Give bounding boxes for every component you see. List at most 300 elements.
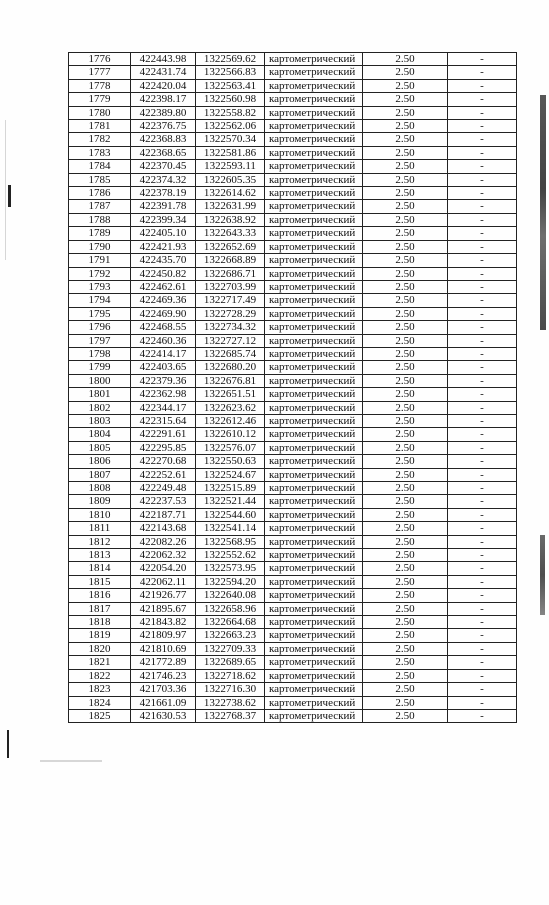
- x-coordinate-cell: 421661.09: [131, 696, 196, 709]
- accuracy-cell: 2.50: [363, 240, 448, 253]
- accuracy-cell: 2.50: [363, 696, 448, 709]
- point-number-cell: 1817: [69, 602, 131, 615]
- note-cell: -: [448, 294, 517, 307]
- note-cell: -: [448, 401, 517, 414]
- method-cell: картометрический: [265, 401, 363, 414]
- accuracy-cell: 2.50: [363, 683, 448, 696]
- method-cell: картометрический: [265, 414, 363, 427]
- y-coordinate-cell: 1322560.98: [196, 93, 265, 106]
- accuracy-cell: 2.50: [363, 522, 448, 535]
- note-cell: -: [448, 616, 517, 629]
- table-row: [69, 602, 517, 615]
- note-cell: -: [448, 213, 517, 226]
- y-coordinate-cell: 1322676.81: [196, 374, 265, 387]
- note-cell: -: [448, 414, 517, 427]
- x-coordinate-cell: 422389.80: [131, 106, 196, 119]
- table-row: [69, 294, 517, 307]
- accuracy-cell: 2.50: [363, 602, 448, 615]
- point-number-cell: 1790: [69, 240, 131, 253]
- point-number-cell: 1819: [69, 629, 131, 642]
- method-cell: картометрический: [265, 106, 363, 119]
- table-row: [69, 254, 517, 267]
- method-cell: картометрический: [265, 575, 363, 588]
- note-cell: -: [448, 106, 517, 119]
- x-coordinate-cell: 422370.45: [131, 160, 196, 173]
- table-row: [69, 709, 517, 722]
- point-number-cell: 1797: [69, 334, 131, 347]
- accuracy-cell: 2.50: [363, 388, 448, 401]
- x-coordinate-cell: 422344.17: [131, 401, 196, 414]
- table-row: [69, 334, 517, 347]
- accuracy-cell: 2.50: [363, 374, 448, 387]
- method-cell: картометрический: [265, 307, 363, 320]
- scan-artifact: [8, 185, 11, 207]
- method-cell: картометрический: [265, 562, 363, 575]
- x-coordinate-cell: 422062.32: [131, 549, 196, 562]
- x-coordinate-cell: 422469.36: [131, 294, 196, 307]
- note-cell: -: [448, 146, 517, 159]
- y-coordinate-cell: 1322727.12: [196, 334, 265, 347]
- accuracy-cell: 2.50: [363, 213, 448, 226]
- point-number-cell: 1810: [69, 508, 131, 521]
- note-cell: -: [448, 200, 517, 213]
- note-cell: -: [448, 361, 517, 374]
- method-cell: картометрический: [265, 455, 363, 468]
- accuracy-cell: 2.50: [363, 334, 448, 347]
- table-row: [69, 669, 517, 682]
- x-coordinate-cell: 422414.17: [131, 347, 196, 360]
- method-cell: картометрический: [265, 441, 363, 454]
- scan-artifact: [7, 730, 9, 758]
- note-cell: -: [448, 656, 517, 669]
- table-row: [69, 508, 517, 521]
- x-coordinate-cell: 421810.69: [131, 642, 196, 655]
- method-cell: картометрический: [265, 535, 363, 548]
- x-coordinate-cell: 421843.82: [131, 616, 196, 629]
- x-coordinate-cell: 421772.89: [131, 656, 196, 669]
- table-row: [69, 696, 517, 709]
- method-cell: картометрический: [265, 616, 363, 629]
- accuracy-cell: 2.50: [363, 656, 448, 669]
- x-coordinate-cell: 422368.65: [131, 146, 196, 159]
- method-cell: картометрический: [265, 146, 363, 159]
- method-cell: картометрический: [265, 120, 363, 133]
- y-coordinate-cell: 1322568.95: [196, 535, 265, 548]
- note-cell: -: [448, 388, 517, 401]
- point-number-cell: 1792: [69, 267, 131, 280]
- table-row: [69, 133, 517, 146]
- x-coordinate-cell: 422420.04: [131, 79, 196, 92]
- x-coordinate-cell: 422376.75: [131, 120, 196, 133]
- table-row: [69, 549, 517, 562]
- x-coordinate-cell: 422450.82: [131, 267, 196, 280]
- note-cell: -: [448, 227, 517, 240]
- table-row: [69, 374, 517, 387]
- accuracy-cell: 2.50: [363, 468, 448, 481]
- point-number-cell: 1802: [69, 401, 131, 414]
- point-number-cell: 1782: [69, 133, 131, 146]
- table-row: [69, 187, 517, 200]
- y-coordinate-cell: 1322566.83: [196, 66, 265, 79]
- note-cell: -: [448, 428, 517, 441]
- point-number-cell: 1818: [69, 616, 131, 629]
- method-cell: картометрический: [265, 683, 363, 696]
- y-coordinate-cell: 1322563.41: [196, 79, 265, 92]
- method-cell: картометрический: [265, 334, 363, 347]
- y-coordinate-cell: 1322768.37: [196, 709, 265, 722]
- method-cell: картометрический: [265, 187, 363, 200]
- y-coordinate-cell: 1322515.89: [196, 482, 265, 495]
- accuracy-cell: 2.50: [363, 616, 448, 629]
- note-cell: -: [448, 133, 517, 146]
- note-cell: -: [448, 455, 517, 468]
- point-number-cell: 1801: [69, 388, 131, 401]
- accuracy-cell: 2.50: [363, 321, 448, 334]
- accuracy-cell: 2.50: [363, 146, 448, 159]
- accuracy-cell: 2.50: [363, 629, 448, 642]
- point-number-cell: 1784: [69, 160, 131, 173]
- note-cell: -: [448, 589, 517, 602]
- coordinates-table-body: [69, 53, 517, 723]
- method-cell: картометрический: [265, 629, 363, 642]
- table-row: [69, 146, 517, 159]
- table-row: [69, 388, 517, 401]
- table-row: [69, 642, 517, 655]
- note-cell: -: [448, 93, 517, 106]
- y-coordinate-cell: 1322680.20: [196, 361, 265, 374]
- method-cell: картометрический: [265, 374, 363, 387]
- y-coordinate-cell: 1322738.62: [196, 696, 265, 709]
- table-row: [69, 173, 517, 186]
- point-number-cell: 1815: [69, 575, 131, 588]
- point-number-cell: 1786: [69, 187, 131, 200]
- y-coordinate-cell: 1322558.82: [196, 106, 265, 119]
- y-coordinate-cell: 1322573.95: [196, 562, 265, 575]
- note-cell: -: [448, 562, 517, 575]
- x-coordinate-cell: 422062.11: [131, 575, 196, 588]
- method-cell: картометрический: [265, 66, 363, 79]
- y-coordinate-cell: 1322623.62: [196, 401, 265, 414]
- note-cell: -: [448, 522, 517, 535]
- point-number-cell: 1806: [69, 455, 131, 468]
- method-cell: картометрический: [265, 602, 363, 615]
- y-coordinate-cell: 1322550.63: [196, 455, 265, 468]
- accuracy-cell: 2.50: [363, 482, 448, 495]
- y-coordinate-cell: 1322562.06: [196, 120, 265, 133]
- point-number-cell: 1778: [69, 79, 131, 92]
- method-cell: картометрический: [265, 642, 363, 655]
- x-coordinate-cell: 422431.74: [131, 66, 196, 79]
- method-cell: картометрический: [265, 280, 363, 293]
- accuracy-cell: 2.50: [363, 133, 448, 146]
- y-coordinate-cell: 1322610.12: [196, 428, 265, 441]
- accuracy-cell: 2.50: [363, 575, 448, 588]
- method-cell: картометрический: [265, 200, 363, 213]
- point-number-cell: 1777: [69, 66, 131, 79]
- x-coordinate-cell: 421895.67: [131, 602, 196, 615]
- accuracy-cell: 2.50: [363, 428, 448, 441]
- accuracy-cell: 2.50: [363, 562, 448, 575]
- x-coordinate-cell: 422468.55: [131, 321, 196, 334]
- table-row: [69, 93, 517, 106]
- point-number-cell: 1814: [69, 562, 131, 575]
- accuracy-cell: 2.50: [363, 254, 448, 267]
- table-row: [69, 280, 517, 293]
- y-coordinate-cell: 1322541.14: [196, 522, 265, 535]
- x-coordinate-cell: 422291.61: [131, 428, 196, 441]
- table-row: [69, 213, 517, 226]
- x-coordinate-cell: 422295.85: [131, 441, 196, 454]
- point-number-cell: 1776: [69, 53, 131, 66]
- y-coordinate-cell: 1322703.99: [196, 280, 265, 293]
- y-coordinate-cell: 1322658.96: [196, 602, 265, 615]
- note-cell: -: [448, 468, 517, 481]
- x-coordinate-cell: 422315.64: [131, 414, 196, 427]
- table-row: [69, 79, 517, 92]
- x-coordinate-cell: 422082.26: [131, 535, 196, 548]
- method-cell: картометрический: [265, 388, 363, 401]
- accuracy-cell: 2.50: [363, 280, 448, 293]
- accuracy-cell: 2.50: [363, 106, 448, 119]
- x-coordinate-cell: 421809.97: [131, 629, 196, 642]
- method-cell: картометрический: [265, 227, 363, 240]
- note-cell: -: [448, 696, 517, 709]
- y-coordinate-cell: 1322552.62: [196, 549, 265, 562]
- accuracy-cell: 2.50: [363, 173, 448, 186]
- point-number-cell: 1798: [69, 347, 131, 360]
- y-coordinate-cell: 1322612.46: [196, 414, 265, 427]
- point-number-cell: 1808: [69, 482, 131, 495]
- accuracy-cell: 2.50: [363, 307, 448, 320]
- x-coordinate-cell: 422462.61: [131, 280, 196, 293]
- accuracy-cell: 2.50: [363, 79, 448, 92]
- note-cell: -: [448, 347, 517, 360]
- x-coordinate-cell: 422270.68: [131, 455, 196, 468]
- x-coordinate-cell: 422249.48: [131, 482, 196, 495]
- x-coordinate-cell: 422469.90: [131, 307, 196, 320]
- method-cell: картометрический: [265, 213, 363, 226]
- accuracy-cell: 2.50: [363, 93, 448, 106]
- y-coordinate-cell: 1322734.32: [196, 321, 265, 334]
- table-row: [69, 53, 517, 66]
- table-row: [69, 616, 517, 629]
- note-cell: -: [448, 79, 517, 92]
- accuracy-cell: 2.50: [363, 535, 448, 548]
- x-coordinate-cell: 422054.20: [131, 562, 196, 575]
- note-cell: -: [448, 53, 517, 66]
- x-coordinate-cell: 422460.36: [131, 334, 196, 347]
- table-row: [69, 106, 517, 119]
- note-cell: -: [448, 629, 517, 642]
- y-coordinate-cell: 1322614.62: [196, 187, 265, 200]
- accuracy-cell: 2.50: [363, 347, 448, 360]
- y-coordinate-cell: 1322631.99: [196, 200, 265, 213]
- note-cell: -: [448, 120, 517, 133]
- y-coordinate-cell: 1322524.67: [196, 468, 265, 481]
- scan-artifact: [540, 535, 545, 615]
- method-cell: картометрический: [265, 495, 363, 508]
- note-cell: -: [448, 495, 517, 508]
- note-cell: -: [448, 187, 517, 200]
- note-cell: -: [448, 240, 517, 253]
- table-row: [69, 307, 517, 320]
- method-cell: картометрический: [265, 468, 363, 481]
- table-row: [69, 495, 517, 508]
- x-coordinate-cell: 421926.77: [131, 589, 196, 602]
- method-cell: картометрический: [265, 522, 363, 535]
- table-row: [69, 347, 517, 360]
- accuracy-cell: 2.50: [363, 53, 448, 66]
- method-cell: картометрический: [265, 656, 363, 669]
- table-row: [69, 589, 517, 602]
- x-coordinate-cell: 422399.34: [131, 213, 196, 226]
- accuracy-cell: 2.50: [363, 401, 448, 414]
- method-cell: картометрический: [265, 160, 363, 173]
- note-cell: -: [448, 508, 517, 521]
- point-number-cell: 1822: [69, 669, 131, 682]
- point-number-cell: 1793: [69, 280, 131, 293]
- method-cell: картометрический: [265, 361, 363, 374]
- y-coordinate-cell: 1322593.11: [196, 160, 265, 173]
- y-coordinate-cell: 1322686.71: [196, 267, 265, 280]
- x-coordinate-cell: 422362.98: [131, 388, 196, 401]
- point-number-cell: 1805: [69, 441, 131, 454]
- table-row: [69, 562, 517, 575]
- accuracy-cell: 2.50: [363, 709, 448, 722]
- y-coordinate-cell: 1322544.60: [196, 508, 265, 521]
- x-coordinate-cell: 422391.78: [131, 200, 196, 213]
- table-row: [69, 227, 517, 240]
- point-number-cell: 1800: [69, 374, 131, 387]
- table-row: [69, 401, 517, 414]
- y-coordinate-cell: 1322569.62: [196, 53, 265, 66]
- y-coordinate-cell: 1322521.44: [196, 495, 265, 508]
- note-cell: -: [448, 575, 517, 588]
- table-row: [69, 575, 517, 588]
- accuracy-cell: 2.50: [363, 549, 448, 562]
- accuracy-cell: 2.50: [363, 642, 448, 655]
- note-cell: -: [448, 334, 517, 347]
- method-cell: картометрический: [265, 240, 363, 253]
- method-cell: картометрический: [265, 133, 363, 146]
- note-cell: -: [448, 709, 517, 722]
- point-number-cell: 1821: [69, 656, 131, 669]
- accuracy-cell: 2.50: [363, 441, 448, 454]
- method-cell: картометрический: [265, 549, 363, 562]
- point-number-cell: 1795: [69, 307, 131, 320]
- x-coordinate-cell: 421630.53: [131, 709, 196, 722]
- point-number-cell: 1811: [69, 522, 131, 535]
- x-coordinate-cell: 422421.93: [131, 240, 196, 253]
- point-number-cell: 1791: [69, 254, 131, 267]
- y-coordinate-cell: 1322581.86: [196, 146, 265, 159]
- y-coordinate-cell: 1322643.33: [196, 227, 265, 240]
- accuracy-cell: 2.50: [363, 200, 448, 213]
- y-coordinate-cell: 1322576.07: [196, 441, 265, 454]
- point-number-cell: 1809: [69, 495, 131, 508]
- y-coordinate-cell: 1322640.08: [196, 589, 265, 602]
- accuracy-cell: 2.50: [363, 589, 448, 602]
- accuracy-cell: 2.50: [363, 455, 448, 468]
- point-number-cell: 1824: [69, 696, 131, 709]
- accuracy-cell: 2.50: [363, 414, 448, 427]
- note-cell: -: [448, 441, 517, 454]
- accuracy-cell: 2.50: [363, 187, 448, 200]
- table-row: [69, 482, 517, 495]
- note-cell: -: [448, 307, 517, 320]
- y-coordinate-cell: 1322651.51: [196, 388, 265, 401]
- table-row: [69, 120, 517, 133]
- note-cell: -: [448, 160, 517, 173]
- scan-artifact: [40, 760, 102, 762]
- x-coordinate-cell: 422443.98: [131, 53, 196, 66]
- accuracy-cell: 2.50: [363, 120, 448, 133]
- point-number-cell: 1788: [69, 213, 131, 226]
- point-number-cell: 1787: [69, 200, 131, 213]
- table-row: [69, 428, 517, 441]
- y-coordinate-cell: 1322718.62: [196, 669, 265, 682]
- table-row: [69, 267, 517, 280]
- point-number-cell: 1820: [69, 642, 131, 655]
- x-coordinate-cell: 422252.61: [131, 468, 196, 481]
- y-coordinate-cell: 1322668.89: [196, 254, 265, 267]
- table-row: [69, 361, 517, 374]
- method-cell: картометрический: [265, 173, 363, 186]
- table-row: [69, 441, 517, 454]
- point-number-cell: 1796: [69, 321, 131, 334]
- point-number-cell: 1785: [69, 173, 131, 186]
- x-coordinate-cell: 421746.23: [131, 669, 196, 682]
- note-cell: -: [448, 669, 517, 682]
- point-number-cell: 1825: [69, 709, 131, 722]
- x-coordinate-cell: 422143.68: [131, 522, 196, 535]
- point-number-cell: 1780: [69, 106, 131, 119]
- y-coordinate-cell: 1322728.29: [196, 307, 265, 320]
- method-cell: картометрический: [265, 267, 363, 280]
- method-cell: картометрический: [265, 347, 363, 360]
- table-row: [69, 240, 517, 253]
- accuracy-cell: 2.50: [363, 66, 448, 79]
- note-cell: -: [448, 267, 517, 280]
- accuracy-cell: 2.50: [363, 294, 448, 307]
- note-cell: -: [448, 535, 517, 548]
- note-cell: -: [448, 321, 517, 334]
- y-coordinate-cell: 1322652.69: [196, 240, 265, 253]
- x-coordinate-cell: 422405.10: [131, 227, 196, 240]
- x-coordinate-cell: 421703.36: [131, 683, 196, 696]
- point-number-cell: 1781: [69, 120, 131, 133]
- point-number-cell: 1794: [69, 294, 131, 307]
- y-coordinate-cell: 1322663.23: [196, 629, 265, 642]
- y-coordinate-cell: 1322709.33: [196, 642, 265, 655]
- x-coordinate-cell: 422187.71: [131, 508, 196, 521]
- x-coordinate-cell: 422368.83: [131, 133, 196, 146]
- y-coordinate-cell: 1322605.35: [196, 173, 265, 186]
- method-cell: картометрический: [265, 508, 363, 521]
- table-row: [69, 683, 517, 696]
- table-row: [69, 468, 517, 481]
- table-row: [69, 414, 517, 427]
- accuracy-cell: 2.50: [363, 508, 448, 521]
- x-coordinate-cell: 422374.32: [131, 173, 196, 186]
- point-number-cell: 1783: [69, 146, 131, 159]
- method-cell: картометрический: [265, 294, 363, 307]
- accuracy-cell: 2.50: [363, 227, 448, 240]
- table-row: [69, 66, 517, 79]
- note-cell: -: [448, 549, 517, 562]
- method-cell: картометрический: [265, 79, 363, 92]
- y-coordinate-cell: 1322685.74: [196, 347, 265, 360]
